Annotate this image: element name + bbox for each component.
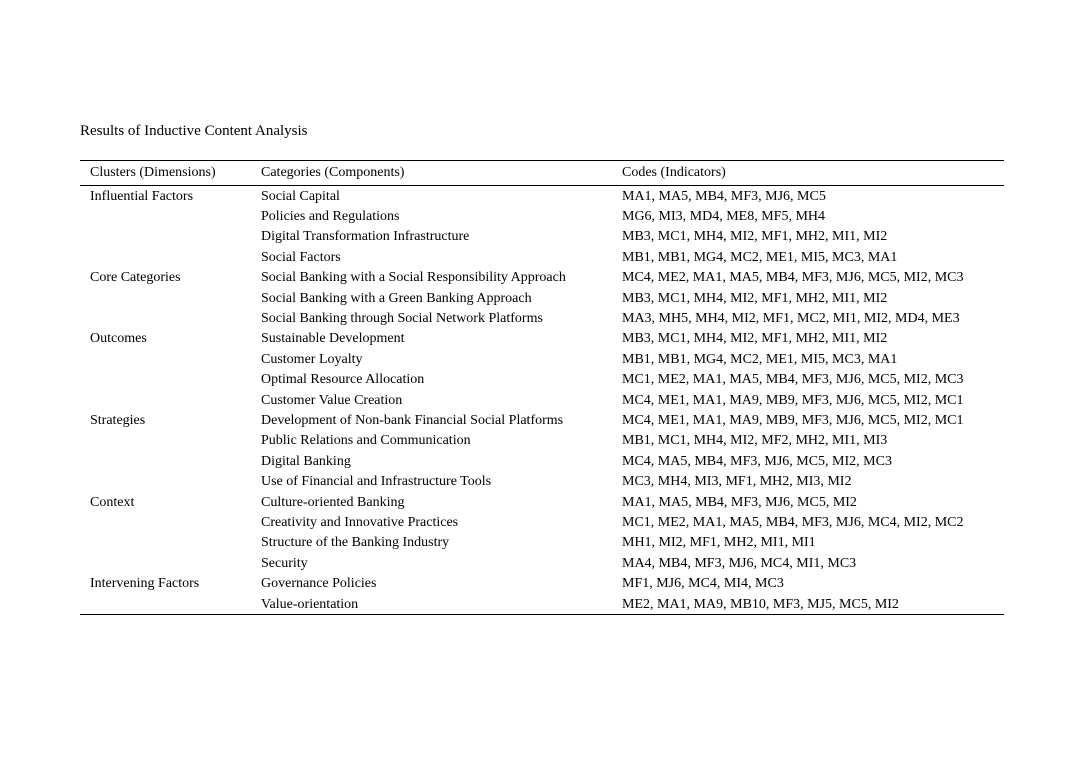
cell-category: Social Capital — [261, 188, 340, 204]
table-row — [80, 227, 1004, 247]
cell-codes: MG6, MI3, MD4, ME8, MF5, MH4 — [622, 209, 826, 225]
cell-cluster — [80, 431, 261, 451]
cell-codes: MA3, MH5, MH4, MI2, MF1, MC2, MI1, MI2, MD4, ME3 — [622, 311, 960, 327]
table-row — [80, 186, 1004, 207]
table-body — [80, 186, 1004, 615]
cell-codes: MC1, ME2, MA1, MA5, MB4, MF3, MJ6, MC5, MI2, MC3 — [622, 372, 964, 388]
cell-cluster: Strategies — [90, 412, 146, 428]
cell-codes: MA4, MB4, MF3, MJ6, MC4, MI1, MC3 — [622, 555, 857, 571]
cell-cluster — [80, 349, 261, 369]
cell-category: Policies and Regulations — [261, 209, 400, 225]
cell-category: Social Banking with a Green Banking Approach — [261, 290, 532, 306]
cell-codes: MA1, MA5, MB4, MF3, MJ6, MC5 — [622, 188, 826, 204]
cell-codes: MB1, MB1, MG4, MC2, ME1, MI5, MC3, MA1 — [622, 351, 898, 367]
cell-category: Development of Non-bank Financial Social Platforms — [261, 412, 564, 428]
table-row — [80, 329, 1004, 349]
cell-codes: MF1, MJ6, MC4, MI4, MC3 — [622, 576, 784, 592]
cell-cluster — [80, 553, 261, 573]
cell-codes: MB3, MC1, MH4, MI2, MF1, MH2, MI1, MI2 — [622, 290, 888, 306]
cell-category: Use of Financial and Infrastructure Tools — [261, 474, 492, 490]
cell-cluster: Core Categories — [90, 270, 181, 286]
header-row — [80, 161, 1004, 186]
cell-cluster: Influential Factors — [90, 188, 194, 204]
cell-codes: MB1, MB1, MG4, MC2, ME1, MI5, MC3, MA1 — [622, 249, 898, 265]
cell-cluster — [80, 247, 261, 267]
table-row — [80, 594, 1004, 615]
cell-codes: MB3, MC1, MH4, MI2, MF1, MH2, MI1, MI2 — [622, 229, 888, 245]
cell-category: Social Banking with a Social Responsibility Approach — [261, 270, 566, 286]
table-row — [80, 533, 1004, 553]
cell-codes: MC1, ME2, MA1, MA5, MB4, MF3, MJ6, MC4, MI2, MC2 — [622, 514, 964, 530]
table-header — [80, 161, 1004, 186]
cell-codes: MC4, ME1, MA1, MA9, MB9, MF3, MJ6, MC5, MI2, MC1 — [622, 412, 964, 428]
header-codes: Codes (Indicators) — [622, 165, 726, 180]
cell-codes: MB3, MC1, MH4, MI2, MF1, MH2, MI1, MI2 — [622, 331, 888, 347]
cell-category: Structure of the Banking Industry — [261, 535, 450, 551]
cell-codes: MC4, ME1, MA1, MA9, MB9, MF3, MJ6, MC5, MI2, MC1 — [622, 392, 964, 408]
cell-category: Digital Transformation Infrastructure — [261, 229, 470, 245]
table-row — [80, 349, 1004, 369]
cell-category: Sustainable Development — [261, 331, 405, 347]
results-table — [80, 160, 1004, 615]
cell-codes: MC3, MH4, MI3, MF1, MH2, MI3, MI2 — [622, 474, 852, 490]
table-row — [80, 268, 1004, 288]
table-row — [80, 206, 1004, 226]
cell-cluster — [80, 206, 261, 226]
header-clusters: Clusters (Dimensions) — [90, 165, 216, 180]
table-row — [80, 247, 1004, 267]
cell-cluster — [80, 288, 261, 308]
cell-cluster: Outcomes — [90, 331, 147, 347]
cell-cluster: Context — [90, 494, 135, 510]
cell-category: Public Relations and Communication — [261, 433, 471, 449]
table-caption: Results of Inductive Content Analysis — [80, 123, 308, 139]
cell-category: Customer Loyalty — [261, 351, 363, 367]
cell-cluster — [80, 471, 261, 491]
table-row — [80, 553, 1004, 573]
table-row — [80, 431, 1004, 451]
cell-category: Culture-oriented Banking — [261, 494, 405, 510]
cell-category: Digital Banking — [261, 453, 351, 469]
cell-category: Security — [261, 555, 308, 571]
cell-cluster — [80, 594, 261, 615]
cell-cluster — [80, 512, 261, 532]
header-categories: Categories (Components) — [261, 165, 405, 180]
cell-category: Governance Policies — [261, 576, 377, 592]
cell-codes: MH1, MI2, MF1, MH2, MI1, MI1 — [622, 535, 816, 551]
cell-category: Social Factors — [261, 249, 341, 265]
table-row — [80, 512, 1004, 532]
table-row — [80, 471, 1004, 491]
table-row — [80, 492, 1004, 512]
cell-codes: ME2, MA1, MA9, MB10, MF3, MJ5, MC5, MI2 — [622, 596, 899, 612]
cell-codes: MB1, MC1, MH4, MI2, MF2, MH2, MI1, MI3 — [622, 433, 888, 449]
table-row — [80, 308, 1004, 328]
cell-cluster — [80, 308, 261, 328]
table-row — [80, 370, 1004, 390]
cell-cluster — [80, 370, 261, 390]
table-row — [80, 451, 1004, 471]
table-row — [80, 573, 1004, 593]
cell-category: Customer Value Creation — [261, 392, 403, 408]
cell-category: Value-orientation — [261, 596, 359, 612]
cell-codes: MC4, MA5, MB4, MF3, MJ6, MC5, MI2, MC3 — [622, 453, 892, 469]
table-row — [80, 390, 1004, 410]
cell-cluster — [80, 451, 261, 471]
cell-codes: MA1, MA5, MB4, MF3, MJ6, MC5, MI2 — [622, 494, 857, 510]
table-row — [80, 288, 1004, 308]
cell-cluster — [80, 390, 261, 410]
cell-cluster — [80, 533, 261, 553]
cell-category: Creativity and Innovative Practices — [261, 514, 459, 530]
table-row — [80, 410, 1004, 430]
cell-cluster: Intervening Factors — [90, 576, 200, 592]
cell-cluster — [80, 227, 261, 247]
cell-category: Social Banking through Social Network Platforms — [261, 311, 543, 327]
cell-category: Optimal Resource Allocation — [261, 372, 425, 388]
cell-codes: MC4, ME2, MA1, MA5, MB4, MF3, MJ6, MC5, MI2, MC3 — [622, 270, 964, 286]
